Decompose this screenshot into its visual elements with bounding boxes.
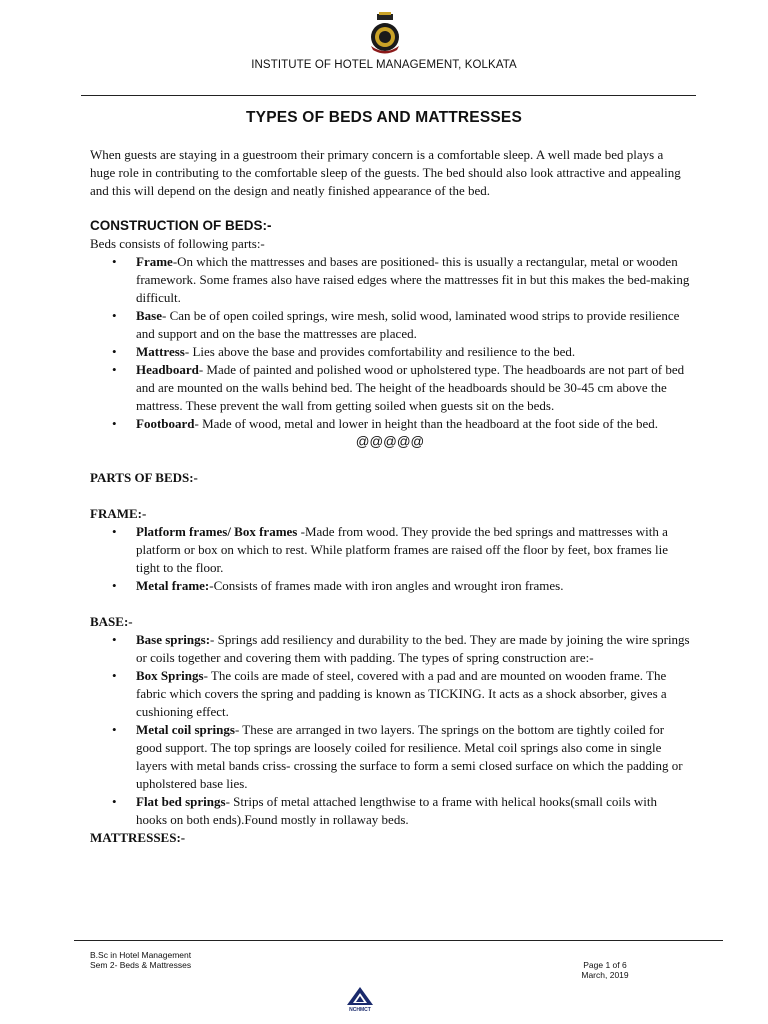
footer-divider: [74, 940, 723, 941]
section-separator: @@@@@: [355, 434, 425, 449]
item-term: Metal coil springs: [136, 722, 235, 737]
footer-course-line: B.Sc in Hotel Management: [90, 950, 192, 960]
list-item: [90, 523, 690, 577]
frame-list: [90, 523, 690, 595]
item-term: Base springs:: [136, 632, 211, 647]
footer-semester-line: Sem 2- Beds & Mattresses: [90, 960, 192, 970]
header-divider: [81, 95, 696, 96]
construction-lead: Beds consists of following parts:-: [90, 236, 265, 251]
list-item: [90, 721, 690, 793]
base-list: [90, 631, 690, 829]
item-text: -Consists of frames made with iron angles and wrought iron frames.: [209, 578, 564, 593]
item-text: - Made of wood, metal and lower in height than the headboard at the foot side of the bed.: [194, 416, 659, 431]
item-term: Headboard: [136, 362, 199, 377]
mattresses-heading: MATTRESSES:-: [90, 830, 186, 845]
item-term: Mattress: [136, 344, 185, 359]
institute-emblem-icon: [366, 12, 404, 56]
item-term: Footboard: [136, 416, 195, 431]
item-text: - These are arranged in two layers. The springs on the bottom are tightly coiled for good support. The top springs are loosely coiled for resilience. Metal coil springs also come in single layers with metal bands criss- crossing the surface to form a semi closed surface on which the padding or upholstered base lies.: [136, 722, 683, 791]
item-term: Platform frames/ Box frames: [136, 524, 301, 539]
item-term: Frame: [136, 254, 173, 269]
list-item: [90, 667, 690, 721]
list-item: [90, 793, 690, 829]
construction-heading: CONSTRUCTION OF BEDS:-: [90, 218, 272, 233]
footer-page-info: [560, 960, 650, 980]
item-text: - The coils are made of steel, covered with a pad and are mounted on wooden frame. The fabric which covers the spring and padding is known as TICKING. It acts as a shock absorber, gives a cushioning effect.: [136, 668, 667, 719]
item-term: Base: [136, 308, 162, 323]
document-body: [90, 146, 690, 847]
page-number: Page 1 of 6: [583, 960, 627, 970]
item-term: Flat bed springs: [136, 794, 226, 809]
list-item: [90, 307, 690, 343]
list-item: [90, 361, 690, 415]
item-term: Metal frame:: [136, 578, 210, 593]
item-text: - Springs add resiliency and durability to the bed. They are made by joining the wire springs or coils together and covering them with padding. The types of spring construction are:-: [136, 632, 690, 665]
nchmct-logo-text: NCHMCT: [349, 1007, 371, 1013]
base-heading: BASE:-: [90, 614, 133, 629]
item-text: - Made of painted and polished wood or upholstered type. The headboards are not part of bed and are mounted on the walls behind bed. The height of the headboards should be 30-45 cm above the mattress. These prevent the wall from getting soiled when guests sit on the beds.: [136, 362, 685, 413]
list-item: [90, 253, 690, 307]
institute-name: INSTITUTE OF HOTEL MANAGEMENT, KOLKATA: [251, 59, 517, 71]
item-term: Box Springs: [136, 668, 204, 683]
list-item: [90, 631, 690, 667]
item-text: - Can be of open coiled springs, wire mesh, solid wood, laminated wood strips to provide resilience and support and on the base the mattresses are placed.: [136, 308, 680, 341]
construction-list: [90, 253, 690, 433]
item-text: - Strips of metal attached lengthwise to a frame with helical hooks(small coils with hooks on both ends).Found mostly in rollaway beds.: [136, 794, 657, 827]
footer-date: March, 2019: [581, 970, 629, 980]
list-item: [90, 577, 690, 595]
frame-heading: FRAME:-: [90, 506, 147, 521]
item-text: - Lies above the base and provides comfortability and resilience to the bed.: [184, 344, 576, 359]
item-text: -On which the mattresses and bases are positioned- this is usually a rectangular, metal or wooden framework. Some frames also have raised edges where the mattresses fit in but this makes the bed-making difficult.: [136, 254, 690, 305]
list-item: [90, 415, 690, 433]
parts-heading: PARTS OF BEDS:-: [90, 470, 198, 485]
intro-paragraph: When guests are staying in a guestroom their primary concern is a comfortable sleep. A well made bed plays a huge role in contributing to the comfortable sleep of the guests. The bed should also look attractive and appealing and this will depend on the design and neatly finished appearance of the bed.: [90, 147, 681, 198]
footer-course: [90, 950, 191, 970]
list-item: [90, 343, 690, 361]
document-title: TYPES OF BEDS AND MATTRESSES: [245, 109, 523, 126]
item-text: -Made from wood. They provide the bed springs and mattresses with a platform or box on which to rest. While platform frames are raised off the floor by feet, box frames lie tight to the floor.: [136, 524, 668, 575]
